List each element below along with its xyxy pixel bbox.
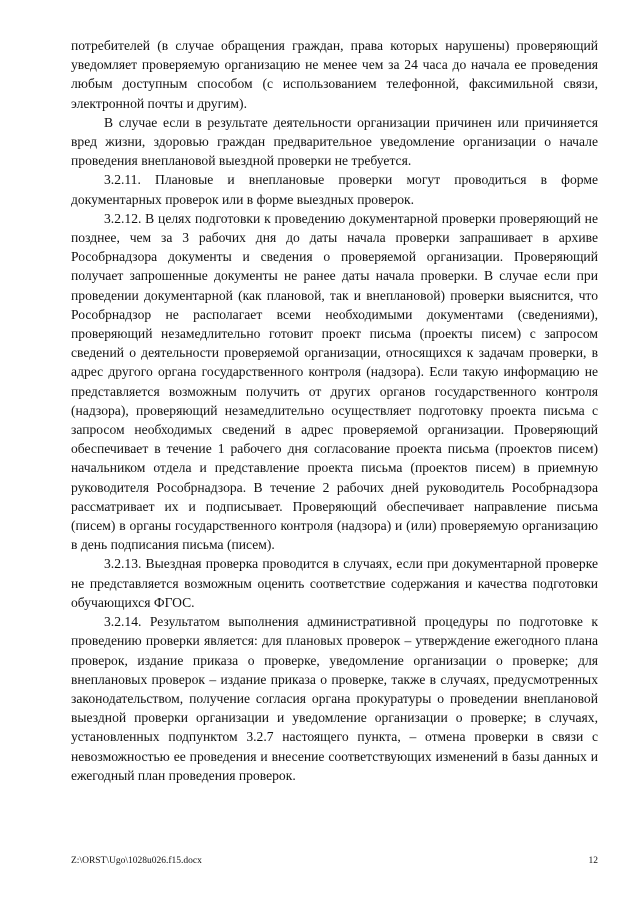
paragraph-1: потребителей (в случае обращения граждан, права которых нарушены) проверяющий уведомляет проверяемую организацию не менее чем за 24 часа до начала ее проведения любым доступным способом (с использованием телефонной, факсимильной связи, электронной почты и другим). [71,38,598,111]
paragraph-2: В случае если в результате деятельности организации причинен или причиняется вред жизни, здоровью граждан предварительное уведомление организации о начале проведения внеплановой выездной проверки не требуется. [71,114,598,169]
paragraph-3-2-13: 3.2.13. Выездная проверка проводится в случаях, если при документарной проверке не представляется возможным оценить соответствие содержания и качества подготовки обучающихся ФГОС. [71,556,598,610]
page-number: 12 [588,856,598,866]
document-body [71,36,598,785]
paragraph-3-2-14: 3.2.14. Результатом выполнения административной процедуры по подготовке к проведению проверки является: для плановых проверок – утверждение ежегодного плана проверок, издание приказа о проверке, уведомление организации о проверке; для внеплановых проверок – издание приказа о проверке, также в случаях, предусмотренных законодательством, получение согласия органа прокуратуры о проведении внеплановой выездной проверки организации и уведомление организации о проверке; в случаях, установленных подпунктом 3.2.7 настоящего пункта, – отмена проверки в связи с невозможностью ее проведения и внесение соответствующих изменений в базы данных и ежегодный план проведения проверок. [71,614,598,783]
paragraph-3-2-12: 3.2.12. В целях подготовки к проведению документарной проверки проверяющий не позднее, чем за 3 рабочих дня до даты начала проверки запрашивает в архиве Рособрнадзора документы и сведения о проверяемой организации. Проверяющий получает запрошенные документы не ранее даты начала проверки. В случае если при проведении документарной (как плановой, так и внеплановой) проверки выяснится, что Рособрнадзор не располагает всеми необходимыми документами (сведениями), проверяющий незамедлительно готовит проект письма (проекты писем) с запросом сведений о деятельности проверяемой организации, относящихся к задачам проверки, в адрес другого органа государственного контроля (надзора). Если такую информацию не представляется возможным получить от других органов государственного контроля (надзора), проверяющий незамедлительно осуществляет подготовку проекта письма с запросом необходимых сведений в адрес проверяемой организации. Проверяющий обеспечивает в течение 1 рабочего дня согласование проекта письма (проектов писем) начальником отдела и представление проекта письма (проектов писем) в приемную руководителя Рособрнадзора. В течение 2 рабочих дней руководитель Рособрнадзора рассматривает их и подписывает. Проверяющий обеспечивает направление письма (писем) в органы государственного контроля (надзора) и (или) проверяемую организацию в день подписания письма (писем). [71,210,598,553]
footer-file-path: Z:\ORST\Ugo\1028u026.f15.docx [71,856,202,866]
page-footer [71,856,598,866]
paragraph-3-2-11: 3.2.11. Плановые и внеплановые проверки могут проводиться в форме документарных проверок или в форме выездных проверок. [71,172,598,207]
